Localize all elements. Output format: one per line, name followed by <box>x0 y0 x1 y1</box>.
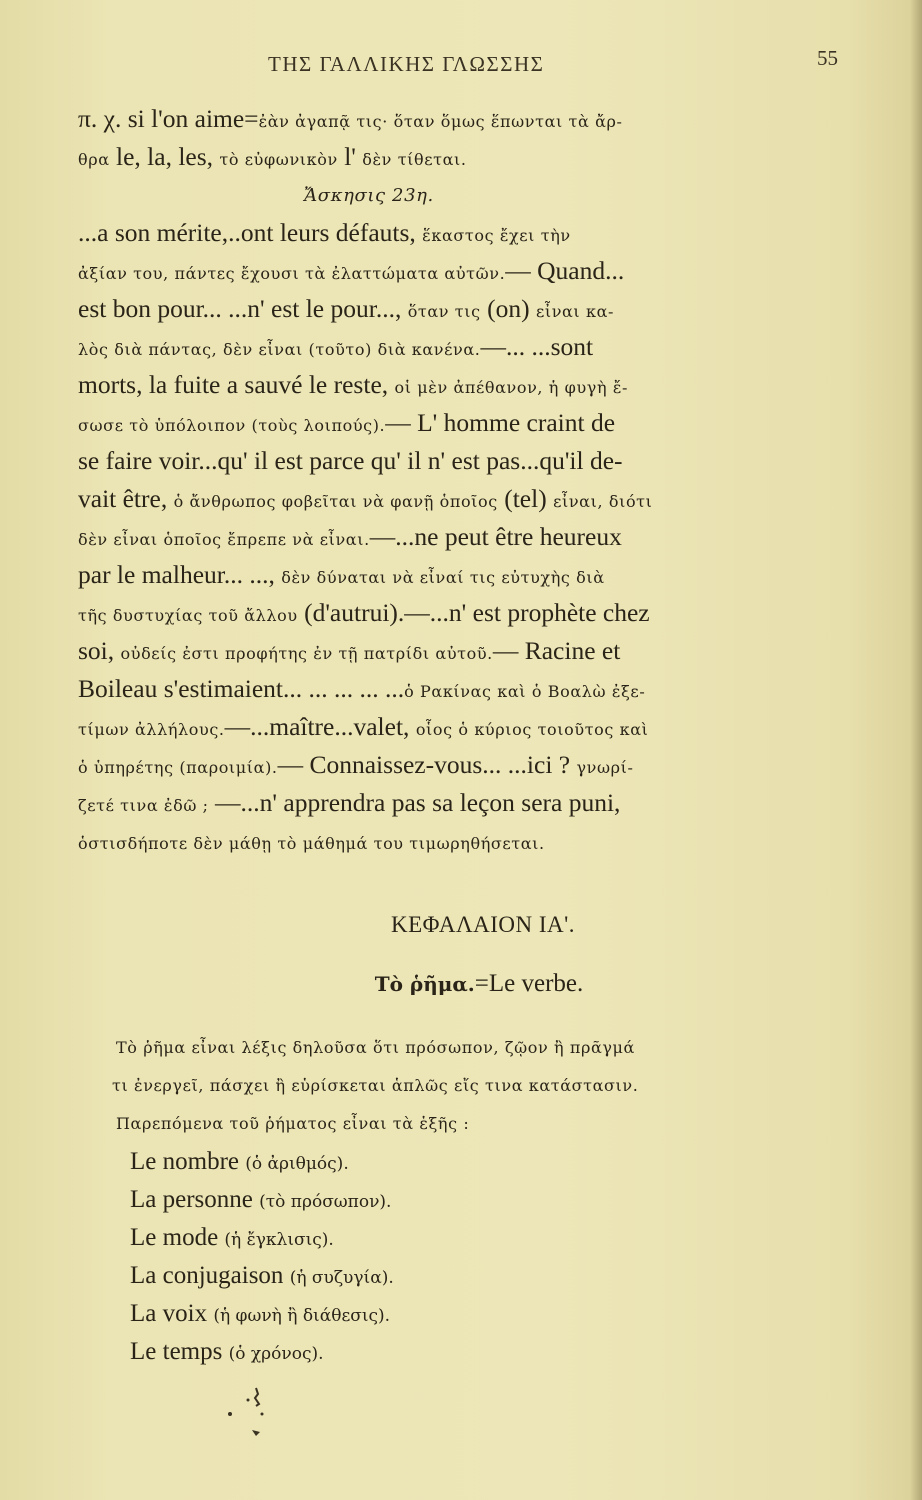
text-gr: τίμων ἀλλήλους. <box>78 720 225 739</box>
list-item <box>130 1295 830 1333</box>
text-gr: ἕκαστος ἔχει τὴν <box>422 226 571 245</box>
text-fr: (on) <box>480 294 536 323</box>
text-fr: — L' homme craint de <box>385 408 616 437</box>
exercise-line <box>78 404 878 442</box>
page-number: 55 <box>817 46 838 70</box>
text-fr: se faire voir...qu' il est parce qu' il n' est pas...qu'il de- <box>78 446 623 475</box>
list-item-gr: (τὸ πρόσωπον). <box>259 1192 392 1212</box>
text-gr: οἱ μὲν ἀπέθανον, ἡ φυγὴ ἔ- <box>394 378 629 397</box>
list-item-gr: (ὁ ἀριθμός). <box>245 1154 349 1174</box>
list-item-fr: La voix <box>130 1300 208 1327</box>
exercise-line <box>78 822 878 860</box>
text-gr: ὅταν τις <box>407 302 481 321</box>
text-fr: π. χ. si l'on aime= <box>78 104 259 133</box>
text-line <box>78 138 878 176</box>
exercise-line <box>78 708 878 746</box>
exercise-line <box>78 366 878 404</box>
exercise-line <box>78 480 878 518</box>
list-item <box>130 1219 830 1257</box>
text-gr: θρα <box>78 150 110 169</box>
exercise-line <box>78 290 878 328</box>
text-fr: le, la, les, <box>109 142 220 171</box>
text-gr: εἶναι, διότι <box>553 492 653 511</box>
text-fr: —...n' apprendra pas sa leçon sera puni, <box>208 788 621 817</box>
text-gr: ζετέ τινα ἐδῶ ; <box>78 796 209 815</box>
ink-smudge <box>222 1384 274 1444</box>
text-gr: ὁστισδήποτε δὲν μάθῃ τὸ μάθημά του τιμωρηθήσεται. <box>78 834 545 853</box>
list-item <box>130 1257 830 1295</box>
list-item-fr: La conjugaison <box>130 1262 284 1289</box>
exercise-line <box>78 328 878 366</box>
text-gr: σωσε τὸ ὑπόλοιπον (τοὺς λοιπούς). <box>78 416 386 435</box>
exercise-line <box>78 556 878 594</box>
definition-line <box>116 1103 896 1141</box>
text-fr: —...maître...valet, <box>224 712 416 741</box>
list-item-gr: (ἡ συζυγία). <box>289 1268 394 1288</box>
text-fr: ...a son mérite,..ont leurs défauts, <box>78 218 423 247</box>
text-gr: εἶναι κα- <box>535 302 615 321</box>
text-fr: morts, la fuite a sauvé le reste, <box>78 370 395 399</box>
exercise-lines <box>78 214 878 860</box>
text-gr: δὲν τίθεται. <box>362 150 467 169</box>
list-item-fr: Le nombre <box>130 1148 239 1175</box>
list-item-fr: Le temps <box>130 1338 223 1365</box>
text-fr: est bon pour... ...n' est le pour..., <box>78 294 408 323</box>
exercise-line <box>78 784 878 822</box>
page-edge-shadow <box>910 0 922 1500</box>
definition-line <box>116 1027 896 1065</box>
text-gr: δὲν εἶναι ὁποῖος ἔπρεπε νὰ εἶναι. <box>78 530 370 549</box>
running-head: ΤΗΣ ΓΑΛΛΙΚΗΣ ΓΛΩΣΣΗΣ <box>268 52 545 76</box>
text-fr: par le malheur... ..., <box>78 560 282 589</box>
text-fr: vait être, <box>78 484 174 513</box>
text-fr: — Connaissez-vous... ...ici ? <box>277 750 577 779</box>
text-fr: (tel) <box>497 484 554 513</box>
section-title-gr: Τὸ ῥῆμα. <box>374 972 475 996</box>
text-gr: ἀξίαν του, πάντες ἔχουσι τὰ ἐλαττώματα αὐτῶν. <box>78 264 506 283</box>
text-gr: δὲν δύναται νὰ εἶναί τις εὐτυχὴς διὰ <box>281 568 605 587</box>
exercise-body <box>78 100 878 860</box>
text-fr: (d'autrui).—...n' est prophète chez <box>297 598 650 627</box>
list-item <box>130 1181 830 1219</box>
text-fr: —... ...sont <box>480 332 594 361</box>
accidents-list <box>130 1143 830 1371</box>
exercise-line <box>78 670 878 708</box>
text-fr: —...ne peut être heureux <box>369 522 622 551</box>
definition-text <box>112 1027 896 1141</box>
exercise-line <box>78 214 878 252</box>
text-gr: οἷος ὁ κύριος τοιοῦτος καὶ <box>415 720 649 739</box>
exercise-title-text: Ἄσκησις 23η. <box>304 185 434 206</box>
text-gr: γνωρί- <box>576 758 634 777</box>
text-gr: ὁ ὑπηρέτης (παροιμία). <box>78 758 278 777</box>
text-gr: ὁ ἄνθρωπος φοβεῖται νὰ φανῇ ὁποῖος <box>173 492 498 511</box>
text-fr: Boileau s'estimaient... ... ... ... ... <box>78 674 405 703</box>
exercise-line <box>78 442 878 480</box>
text-fr: — Quand... <box>505 256 625 285</box>
text-line <box>78 100 878 138</box>
definition-line-text: τι ἐνεργεῖ, πάσχει ἢ εὑρίσκεται ἁπλῶς εἴς τινα κατάστασιν. <box>112 1076 639 1095</box>
exercise-line <box>78 518 878 556</box>
list-item-gr: (ἡ φωνὴ ἢ διάθεσις). <box>213 1306 391 1326</box>
exercise-line <box>78 632 878 670</box>
definition-line-text: Παρεπόμενα τοῦ ῥήματος εἶναι τὰ ἑξῆς : <box>116 1114 470 1133</box>
text-fr: l' <box>337 142 363 171</box>
list-item-gr: (ἡ ἔγκλισις). <box>224 1230 334 1250</box>
text-gr: ὁ Ρακίνας καὶ ὁ Βοαλὼ ἐξε- <box>404 682 646 701</box>
section-title-fr: =Le verbe. <box>474 970 584 997</box>
list-item <box>130 1333 830 1371</box>
exercise-title <box>78 176 878 214</box>
text-fr: soi, <box>78 636 121 665</box>
chapter-title: ΚΕΦΑΛΑΙΟΝ ΙΑ'. <box>390 912 576 937</box>
list-item <box>130 1143 830 1181</box>
text-gr: τὸ εὐφωνικὸν <box>219 150 338 169</box>
exercise-line <box>78 252 878 290</box>
list-item-gr: (ὁ χρόνος). <box>228 1344 324 1364</box>
text-gr: οὐδείς ἐστι προφήτης ἐν τῇ πατρίδι αὐτοῦ. <box>120 644 493 663</box>
section-title <box>0 970 922 998</box>
definition-line <box>112 1065 896 1103</box>
text-fr: — Racine et <box>492 636 621 665</box>
exercise-line <box>78 746 878 784</box>
exercise-line <box>78 594 878 632</box>
list-item-fr: La personne <box>130 1186 253 1213</box>
text-gr: λὸς διὰ πάντας, δὲν εἶναι (τοῦτο) διὰ κανένα. <box>78 340 481 359</box>
list-item-fr: Le mode <box>130 1224 219 1251</box>
text-gr: τῆς δυστυχίας τοῦ ἄλλου <box>78 606 298 625</box>
definition-line-text: Τὸ ῥῆμα εἶναι λέξις δηλοῦσα ὅτι πρόσωπον, ζῷον ἢ πρᾶγμά <box>116 1038 635 1057</box>
text-gr: ἐὰν ἀγαπᾷ τις· ὅταν ὅμως ἕπωνται τὰ ἄρ- <box>258 112 623 131</box>
